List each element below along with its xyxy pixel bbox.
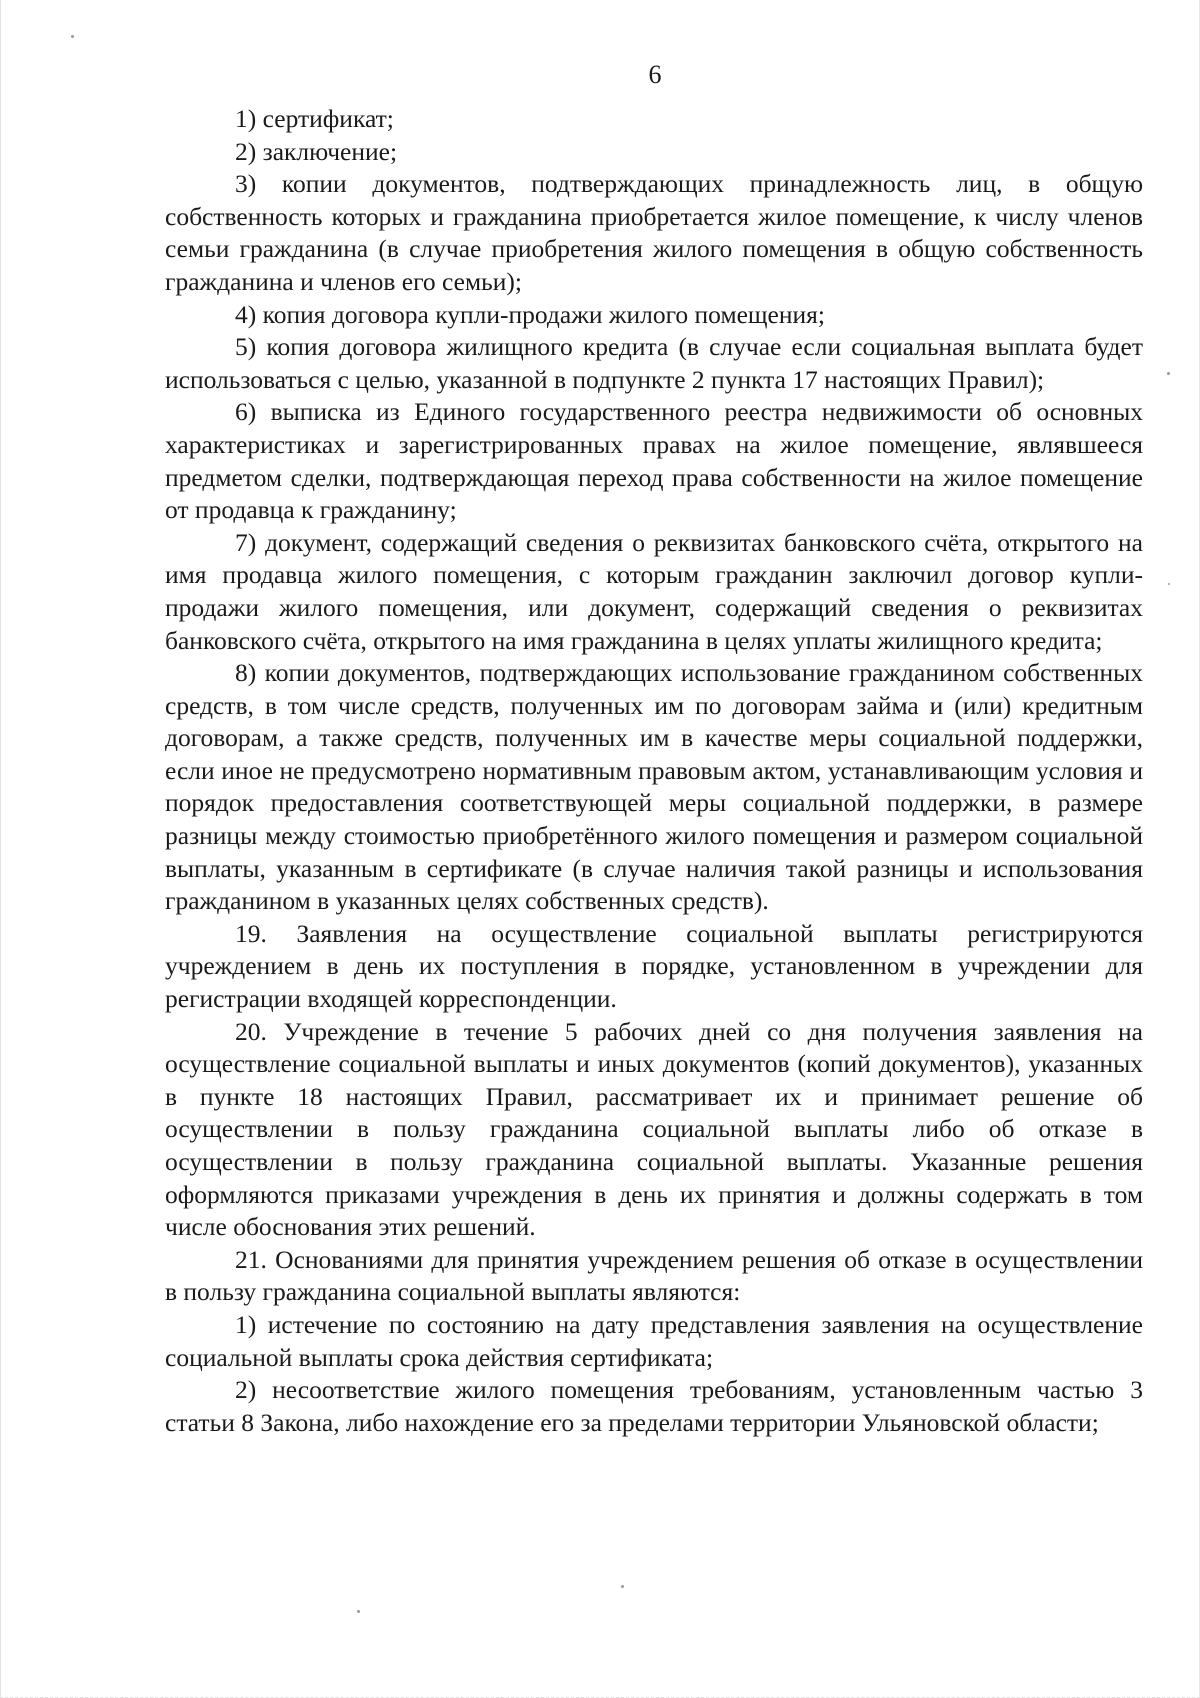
clause-19: 19. Заявления на осуществление социальной выплаты регистрируются учреждением в день их поступления в порядке, установленном в учреждении для регистрации входящей корреспонденции. [165, 918, 1143, 1014]
list-item-certificate: 1) сертификат; [235, 104, 394, 133]
clause-21-item-1: 1) истечение по состоянию на дату представления заявления на осуществление социальной выплаты срока действия сертификата; [165, 1309, 1143, 1372]
clause-21-item-2: 2) несоответствие жилого помещения требованиям, установленным частью 3 статьи 8 Закона, либо нахождение его за пределами территории Ульяновской области; [165, 1375, 1143, 1437]
scan-speck [357, 1610, 360, 1613]
scan-speck [71, 35, 74, 38]
scan-speck [1168, 583, 1170, 585]
list-item-bank-account: 7) документ, содержащий сведения о реквизитах банковского счёта, открытого на имя продавца жилого помещения, с которым гражданин заключил договор купли-продажи жилого помещения, или документ, содержащий сведения о реквизитах банковского счёта, открытого на имя гражданина в целях уплаты жилищного кредита; [165, 527, 1143, 655]
list-item-conclusion: 2) заключение; [235, 136, 398, 166]
scan-speck [1167, 372, 1170, 375]
list-item-credit-contract: 5) копия договора жилищного кредита (в случае если социальная выплата будет использоваться с целью, указанной в подпункте 2 пункта 17 настоящих Правил); [165, 332, 1143, 394]
list-item-own-funds: 8) копии документов, подтверждающих использование гражданином собственных средств, в том числе средств, полученных им по договорам займа и (или) кредитным договорам, а также средств, полученных им в качестве меры социальной поддержки, если иное не предусмотрено нормативным правовым актом, устанавливающим условия и порядок предоставления соответствующей меры социальной поддержки, в размере разницы между стоимостью приобретённого жилого помещения и размером социальной выплаты, указанным в сертификате (в случае наличия такой разницы и использования гражданином в указанных целях собственных средств). [165, 658, 1143, 916]
clause-20: 20. Учреждение в течение 5 рабочих дней со дня получения заявления на осуществление социальной выплаты и иных документов (копий документов), указанных в пункте 18 настоящих Правил, рассматривает их и принимает решение об осуществлении в пользу гражданина социальной выплаты либо об отказе в осуществлении в пользу гражданина социальной выплаты. Указанные решения оформляются приказами учреждения в день их принятия и должны содержать в том числе обоснования этих решений. [165, 1016, 1143, 1242]
list-item-sale-contract: 4) копия договора купли-продажи жилого помещения; [235, 299, 825, 329]
scan-speck [621, 1585, 624, 1588]
list-item-ownership-documents: 3) копии документов, подтверждающих принадлежность лиц, в общую собственность которых и гражданина приобретается жилое помещение, к числу членов семьи гражданина (в случае приобретения жилого помещения в общую собственность гражданина и членов его семьи); [165, 169, 1143, 296]
document-body [165, 103, 1143, 1439]
clause-21: 21. Основаниями для принятия учреждением решения об отказе в осуществлении в пользу гражданина социальной выплаты являются: [165, 1244, 1143, 1307]
list-item-registry-extract: 6) выписка из Единого государственного реестра недвижимости об основных характеристиках и зарегистрированных правах на жилое помещение, являвшееся предметом сделки, подтверждающая переход права собственности на жилое помещение от продавца к гражданину; [165, 397, 1143, 525]
page-number: 6 [648, 60, 662, 89]
